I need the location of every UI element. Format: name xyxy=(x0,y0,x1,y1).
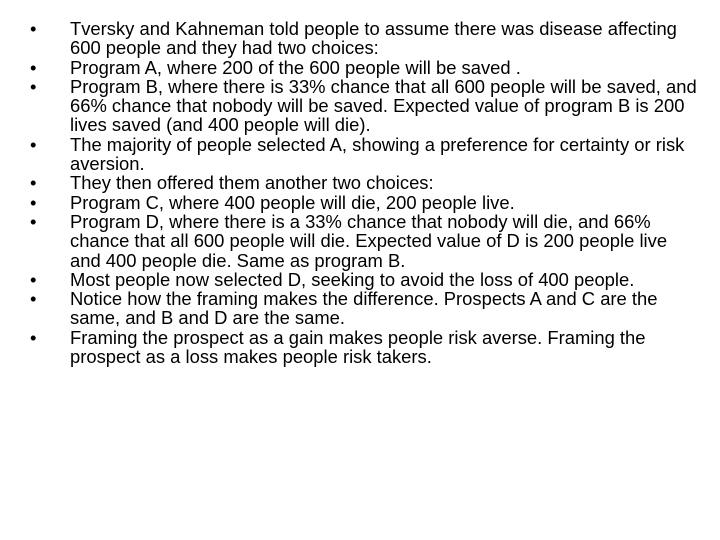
bullet-dot-icon: • xyxy=(30,75,37,97)
bullet-text: Program B, where there is 33% chance that all 600 people will be saved, and 66% chance that nobody will be saved. Expected value of program B is 200 lives saved (and 400 people will die). xyxy=(70,75,697,136)
bullet-item xyxy=(30,193,702,212)
bullet-list xyxy=(30,19,702,366)
bullet-item xyxy=(30,58,702,77)
bullet-dot-icon: • xyxy=(30,191,37,213)
bullet-text: Tversky and Kahneman told people to assume there was disease affecting 600 people and they had two choices: xyxy=(70,18,677,59)
bullet-dot-icon: • xyxy=(30,56,37,78)
bullet-text: Program A, where 200 of the 600 people will be saved . xyxy=(70,56,521,78)
bullet-text: Most people now selected D, seeking to avoid the loss of 400 people. xyxy=(70,268,635,290)
bullet-text: Program D, where there is a 33% chance that nobody will die, and 66% chance that all 600 people will die. Expected value of D is 200 people live and 400 people die. Same as program B. xyxy=(70,210,668,271)
bullet-dot-icon: • xyxy=(30,133,37,155)
bullet-item xyxy=(30,19,702,58)
bullet-item xyxy=(30,173,702,192)
bullet-text: The majority of people selected A, showing a preference for certainty or risk aversion. xyxy=(70,133,685,175)
bullet-text: Program C, where 400 people will die, 200 people live. xyxy=(70,191,515,213)
bullet-dot-icon: • xyxy=(30,326,37,348)
bullet-dot-icon: • xyxy=(30,18,37,39)
bullet-text: Notice how the framing makes the difference. Prospects A and C are the same, and B and D are the same. xyxy=(70,288,658,329)
bullet-item xyxy=(30,270,702,289)
bullet-item xyxy=(30,212,702,270)
bullet-dot-icon: • xyxy=(30,288,37,310)
bullet-item xyxy=(30,289,702,328)
bullet-item xyxy=(30,135,702,174)
bullet-dot-icon: • xyxy=(30,268,37,290)
bullet-dot-icon: • xyxy=(30,210,37,232)
bullet-text: Framing the prospect as a gain makes people risk averse. Framing the prospect as a loss makes people risk takers. xyxy=(70,326,646,368)
bullet-item xyxy=(30,77,702,135)
bullet-item xyxy=(30,328,702,367)
bullet-dot-icon: • xyxy=(30,172,37,194)
bullet-text: They then offered them another two choices: xyxy=(70,172,434,194)
